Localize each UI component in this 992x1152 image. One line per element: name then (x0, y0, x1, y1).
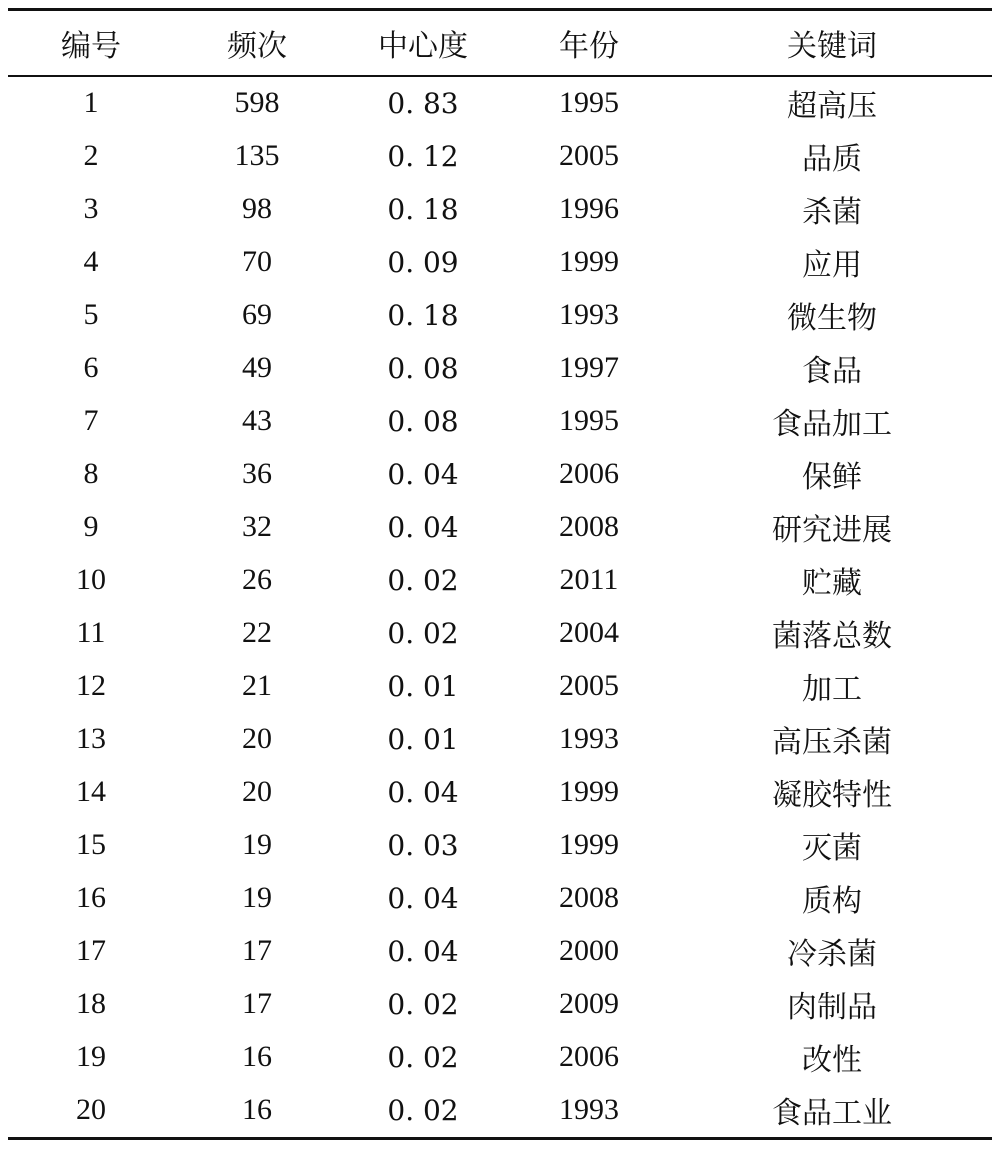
cell-keyword: 品质 (802, 142, 862, 177)
cell-frequency: 43 (242, 404, 272, 437)
table-header (8, 11, 992, 75)
keyword-table-body (8, 77, 992, 1137)
cell-year: 2004 (559, 616, 619, 649)
cell-year: 2009 (559, 987, 619, 1020)
cell-id: 16 (76, 881, 106, 914)
cell-keyword: 冷杀菌 (787, 937, 877, 972)
table-row (8, 342, 992, 395)
cell-centrality: 0. 02 (387, 987, 459, 1021)
cell-frequency: 49 (242, 351, 272, 384)
cell-year: 1993 (559, 722, 619, 755)
cell-centrality: 0. 04 (387, 881, 459, 915)
cell-year: 1997 (559, 351, 619, 384)
cell-centrality: 0. 08 (387, 404, 459, 438)
cell-centrality: 0. 02 (387, 616, 459, 650)
cell-year: 1996 (559, 192, 619, 225)
cell-year: 2005 (559, 139, 619, 172)
table-row (8, 236, 992, 289)
cell-frequency: 22 (242, 616, 272, 649)
table-body (8, 77, 992, 1137)
cell-id: 19 (76, 1040, 106, 1073)
cell-year: 2000 (559, 934, 619, 967)
cell-centrality: 0. 02 (387, 1040, 459, 1074)
cell-frequency: 69 (242, 298, 272, 331)
table-row (8, 183, 992, 236)
table-row (8, 660, 992, 713)
cell-centrality: 0. 09 (387, 245, 459, 279)
cell-frequency: 70 (242, 245, 272, 278)
cell-year: 2006 (559, 457, 619, 490)
table-row (8, 872, 992, 925)
cell-id: 12 (76, 669, 106, 702)
cell-year: 1993 (559, 1093, 619, 1126)
cell-keyword: 超高压 (787, 89, 877, 124)
table-row (8, 819, 992, 872)
table-row (8, 607, 992, 660)
cell-year: 2008 (559, 881, 619, 914)
cell-keyword: 研究进展 (772, 513, 892, 548)
cell-id: 17 (76, 934, 106, 967)
cell-id: 8 (83, 457, 99, 490)
cell-centrality: 0. 12 (387, 139, 459, 173)
header-row (8, 11, 992, 75)
cell-id: 11 (76, 616, 106, 649)
cell-centrality: 0. 18 (387, 192, 459, 226)
cell-id: 5 (83, 298, 99, 331)
cell-keyword: 微生物 (787, 301, 877, 336)
cell-frequency: 20 (242, 775, 272, 808)
cell-keyword: 肉制品 (787, 990, 877, 1025)
table-row (8, 766, 992, 819)
cell-frequency: 16 (242, 1093, 272, 1126)
header-centrality: 中心度 (378, 29, 468, 64)
cell-keyword: 改性 (802, 1043, 862, 1078)
cell-year: 2005 (559, 669, 619, 702)
cell-frequency: 135 (234, 139, 280, 172)
header-id: 编号 (61, 29, 121, 64)
cell-frequency: 32 (242, 510, 272, 543)
cell-id: 20 (76, 1093, 106, 1126)
cell-keyword: 食品加工 (772, 407, 892, 442)
cell-year: 1999 (559, 245, 619, 278)
table-row (8, 925, 992, 978)
cell-keyword: 应用 (802, 248, 862, 283)
cell-frequency: 36 (242, 457, 272, 490)
cell-frequency: 17 (242, 934, 272, 967)
cell-centrality: 0. 08 (387, 351, 459, 385)
cell-frequency: 21 (242, 669, 272, 702)
table-row (8, 978, 992, 1031)
cell-centrality: 0. 04 (387, 457, 459, 491)
cell-year: 1999 (559, 828, 619, 861)
cell-keyword: 杀菌 (802, 195, 862, 230)
cell-keyword: 菌落总数 (772, 619, 892, 654)
table-row (8, 130, 992, 183)
cell-id: 7 (83, 404, 99, 437)
cell-id: 3 (83, 192, 99, 225)
cell-centrality: 0. 04 (387, 510, 459, 544)
cell-centrality: 0. 04 (387, 775, 459, 809)
cell-id: 6 (83, 351, 99, 384)
cell-centrality: 0. 04 (387, 934, 459, 968)
cell-centrality: 0. 03 (387, 828, 459, 862)
header-frequency: 频次 (227, 29, 287, 64)
table-row (8, 713, 992, 766)
cell-frequency: 26 (242, 563, 272, 596)
table-row (8, 448, 992, 501)
table-row (8, 554, 992, 607)
cell-id: 1 (83, 86, 99, 119)
header-year: 年份 (559, 29, 619, 64)
cell-id: 10 (76, 563, 106, 596)
table-row (8, 1084, 992, 1137)
cell-centrality: 0. 02 (387, 563, 459, 597)
cell-year: 2008 (559, 510, 619, 543)
cell-frequency: 19 (242, 828, 272, 861)
table-row (8, 395, 992, 448)
cell-keyword: 食品工业 (772, 1096, 892, 1131)
cell-keyword: 加工 (802, 672, 862, 707)
table-row (8, 1031, 992, 1084)
cell-frequency: 17 (242, 987, 272, 1020)
cell-keyword: 灭菌 (802, 831, 862, 866)
cell-centrality: 0. 83 (387, 86, 459, 120)
cell-keyword: 凝胶特性 (772, 778, 892, 813)
cell-centrality: 0. 01 (387, 722, 459, 756)
header-keyword: 关键词 (787, 29, 877, 64)
cell-year: 2006 (559, 1040, 619, 1073)
cell-centrality: 0. 01 (387, 669, 459, 703)
cell-keyword: 质构 (802, 884, 862, 919)
cell-centrality: 0. 02 (387, 1093, 459, 1127)
cell-year: 2011 (559, 563, 619, 596)
cell-keyword: 保鲜 (802, 460, 862, 495)
cell-frequency: 19 (242, 881, 272, 914)
cell-id: 14 (76, 775, 106, 808)
cell-frequency: 598 (234, 86, 280, 119)
cell-frequency: 16 (242, 1040, 272, 1073)
cell-id: 18 (76, 987, 106, 1020)
cell-frequency: 98 (242, 192, 272, 225)
keyword-table (8, 8, 992, 1140)
cell-year: 1995 (559, 86, 619, 119)
cell-year: 1993 (559, 298, 619, 331)
cell-frequency: 20 (242, 722, 272, 755)
cell-keyword: 贮藏 (802, 566, 862, 601)
cell-id: 15 (76, 828, 106, 861)
cell-id: 9 (83, 510, 99, 543)
keyword-table-grid (8, 11, 992, 75)
cell-centrality: 0. 18 (387, 298, 459, 332)
table-row (8, 501, 992, 554)
cell-id: 4 (83, 245, 99, 278)
table-row (8, 289, 992, 342)
cell-year: 1999 (559, 775, 619, 808)
table-row (8, 77, 992, 130)
cell-id: 13 (76, 722, 106, 755)
cell-year: 1995 (559, 404, 619, 437)
cell-keyword: 食品 (802, 354, 862, 389)
table-bottom-rule (8, 1137, 992, 1140)
cell-keyword: 高压杀菌 (772, 725, 892, 760)
cell-id: 2 (83, 139, 99, 172)
